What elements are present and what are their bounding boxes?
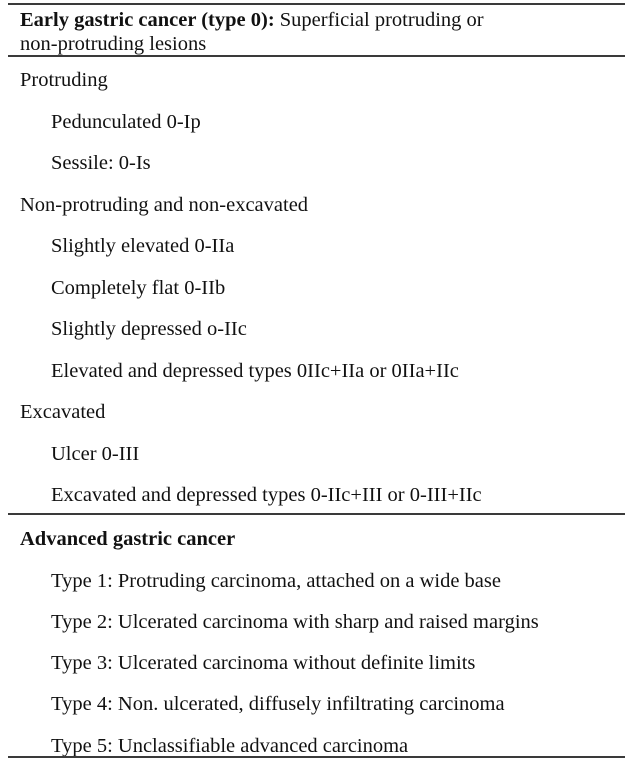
table-top-rule — [8, 3, 625, 5]
table-row: Slightly depressed o-IIc — [51, 318, 247, 340]
table-row: Type 1: Protruding carcinoma, attached on a wide base — [51, 570, 501, 592]
table-row: Non-protruding and non-excavated — [20, 194, 309, 216]
table-row: Slightly elevated 0-IIa — [51, 235, 235, 257]
table-row: Protruding — [20, 69, 108, 91]
table-section-divider-rule — [8, 513, 625, 515]
table-header-rule — [8, 55, 625, 57]
table-section-heading: Advanced gastric cancer — [20, 528, 236, 550]
table-row: Type 3: Ulcerated carcinoma without definite limits — [51, 652, 476, 674]
table-bottom-rule — [8, 756, 625, 758]
table-header-title-bold: Early gastric cancer (type 0): — [20, 9, 275, 31]
table-row: Type 5: Unclassifiable advanced carcinoma — [51, 735, 409, 757]
table-row: Elevated and depressed types 0IIc+IIa or 0IIa+IIc — [51, 360, 459, 382]
table-row: Excavated — [20, 401, 106, 423]
table-header-title-rest: Superficial protruding or — [274, 9, 484, 31]
table-row: Type 2: Ulcerated carcinoma with sharp and raised margins — [51, 611, 539, 633]
table-row: Type 4: Non. ulcerated, diffusely infiltrating carcinoma — [51, 693, 505, 715]
table-row: Sessile: 0-Is — [51, 152, 151, 174]
table-header-title-line-2: non-protruding lesions — [20, 33, 207, 55]
table-header-title — [20, 8, 520, 56]
table-row: Ulcer 0-III — [51, 443, 140, 465]
table-row: Excavated and depressed types 0-IIc+III or 0-III+IIc — [51, 484, 482, 506]
table-row: Completely flat 0-IIb — [51, 277, 226, 299]
table-row: Pedunculated 0-Ip — [51, 111, 201, 133]
